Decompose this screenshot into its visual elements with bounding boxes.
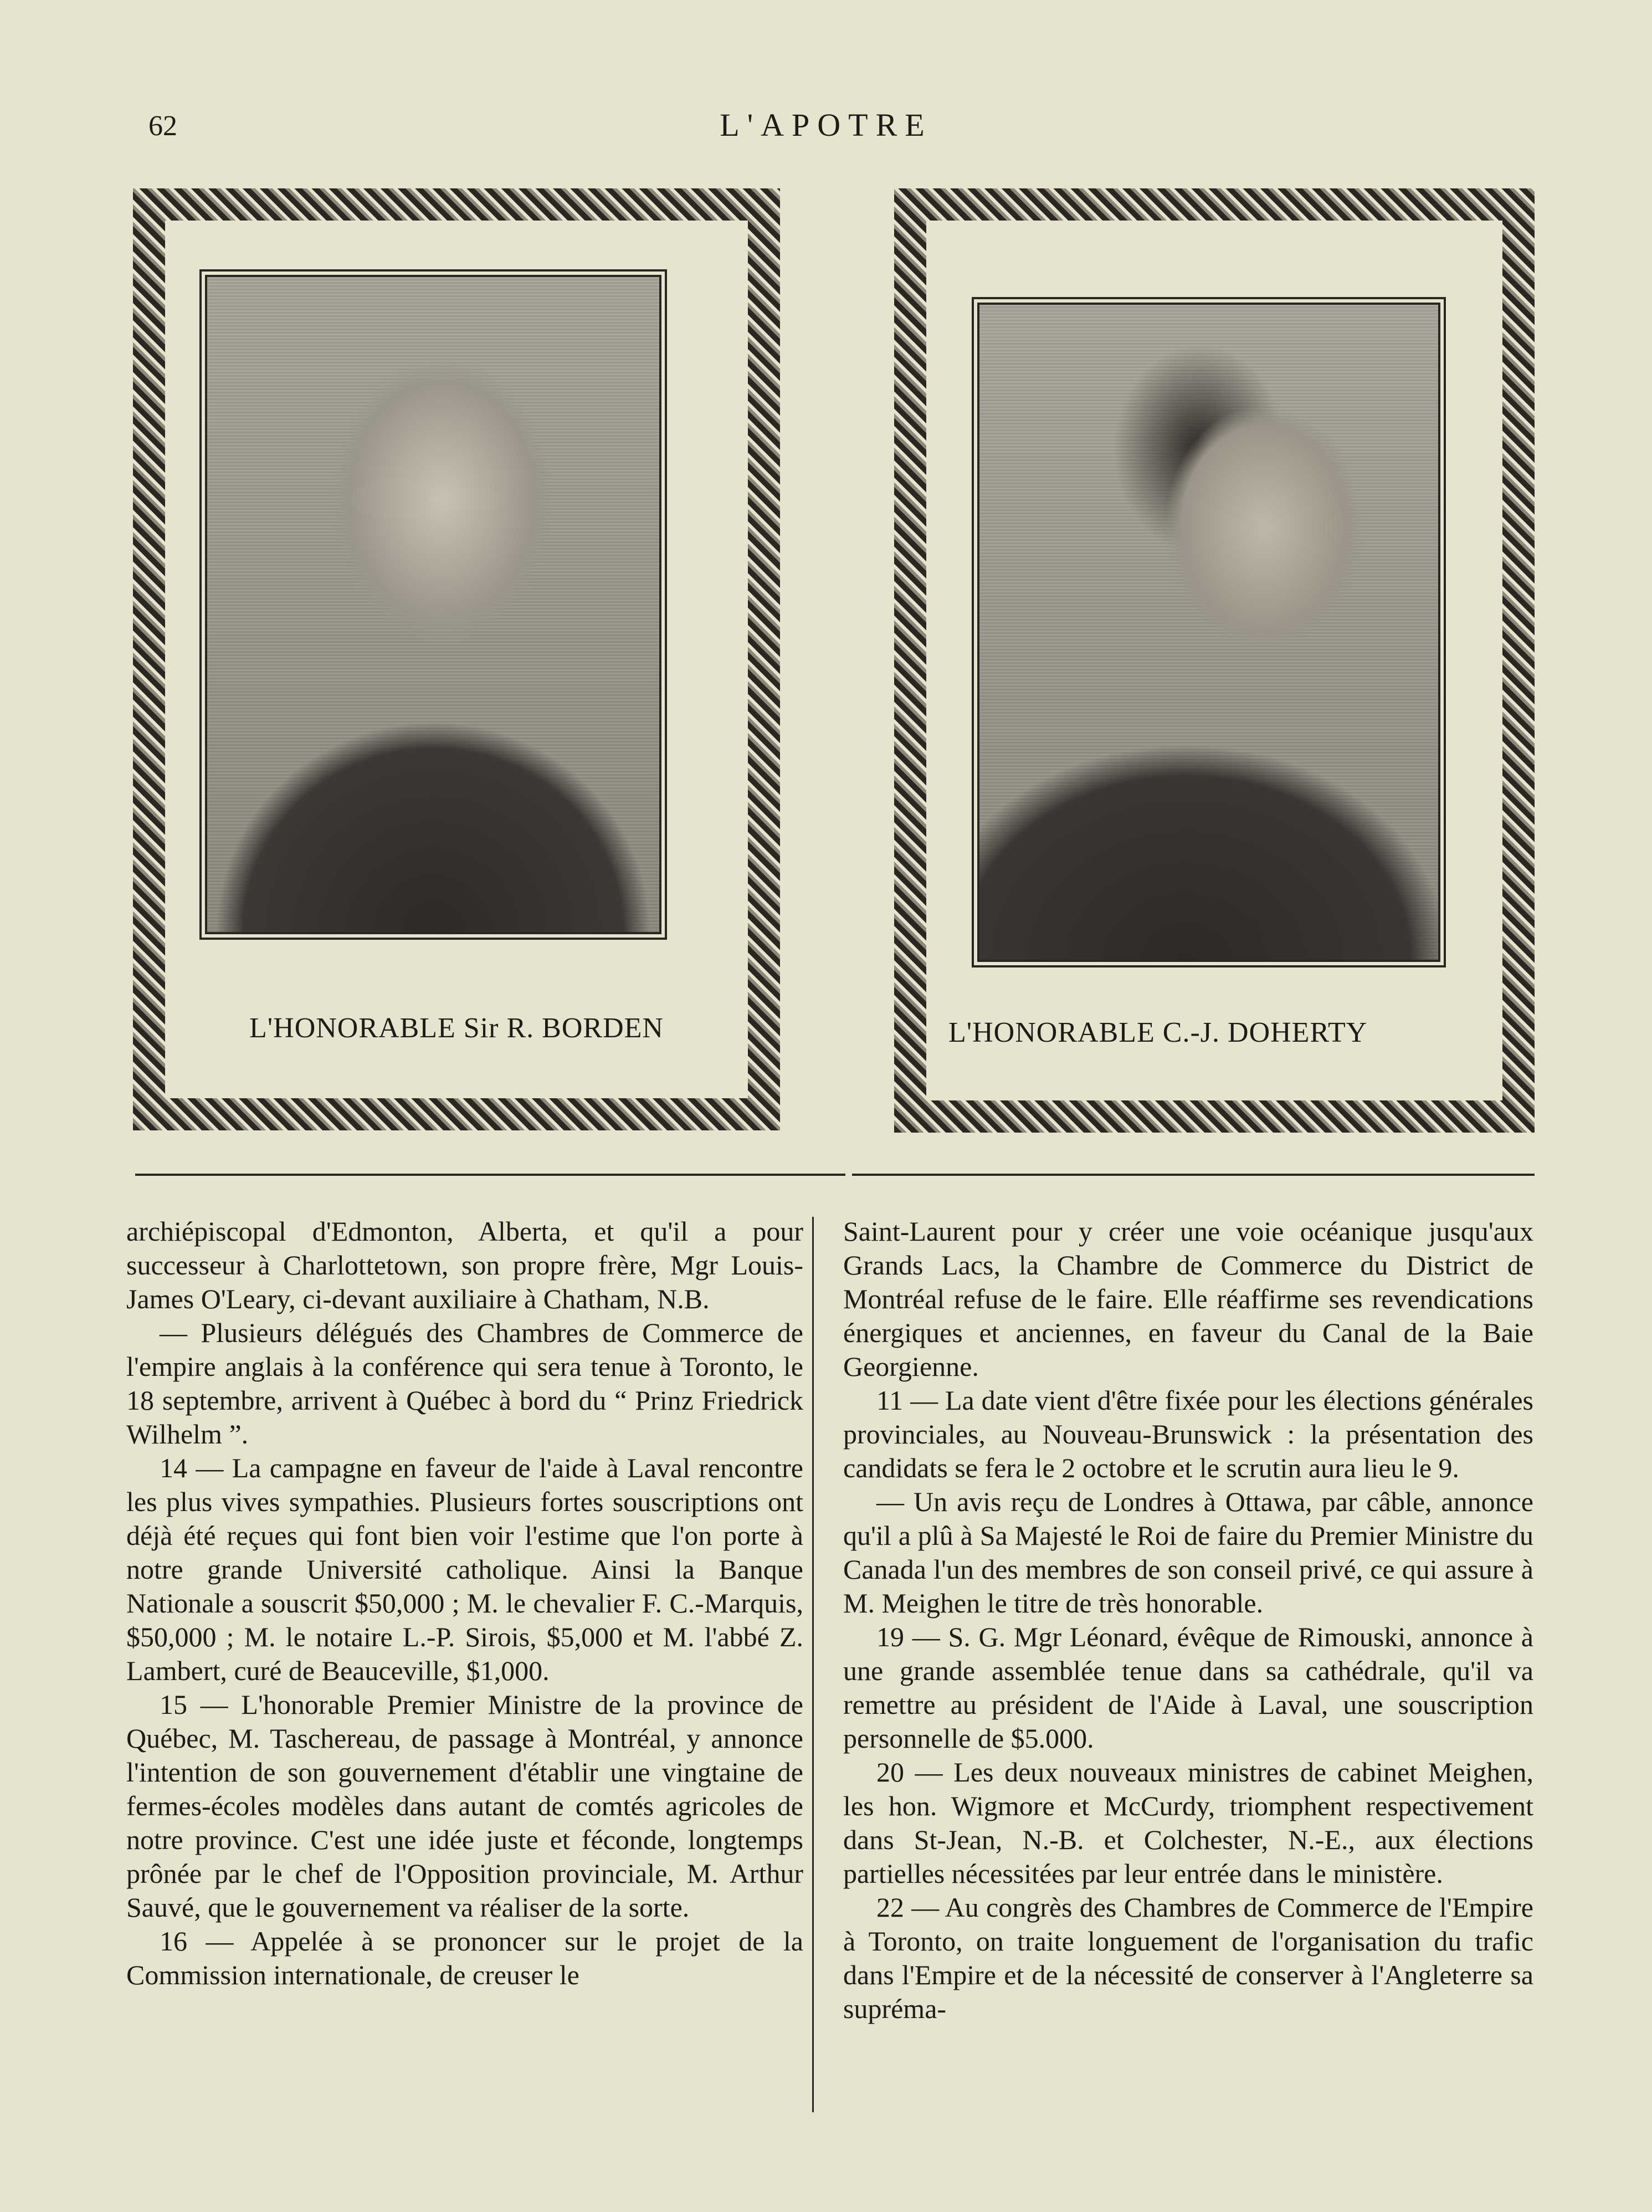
text-column-left <box>126 1215 803 1992</box>
portrait-photo-borden <box>205 275 661 934</box>
portrait-frame-borden <box>133 188 780 1130</box>
paragraph: 19 — S. G. Mgr Léonard, évêque de Rimouski, annonce à une grande assemblée tenue dans sa cathédrale, qu'il va remettre au président de l'Aide à Laval, une souscription personnelle de $5.000. <box>843 1621 1533 1754</box>
portrait-caption-borden: L'HONORABLE Sir R. BORDEN <box>249 1012 664 1044</box>
paragraph: 15 — L'honorable Premier Ministre de la province de Québec, M. Taschereau, de passage à Montréal, y annonce l'intention de son gouvernement d'établir une vingtaine de fermes-écoles modèles dans autant de comtés agricoles de notre province. C'est une idée juste et féconde, longtemps prônée par le chef de l'Opposition provinciale, M. Arthur Sauvé, que le gouvernement va réaliser de la sorte. <box>126 1689 803 1923</box>
paragraph: 11 — La date vient d'être fixée pour les élections générales provinciales, au Nouveau-Brunswick : la présentation des candidats se fera le 2 octobre et le scrutin aura lieu le 9. <box>843 1385 1533 1483</box>
page-number: 62 <box>148 110 177 142</box>
paragraph: archiépiscopal d'Edmonton, Alberta, et qu'il a pour successeur à Charlottetown, son propre frère, Mgr Louis-James O'Leary, ci-devant auxiliaire à Chatham, N.B. <box>126 1216 803 1314</box>
section-rule-right <box>852 1174 1535 1176</box>
paragraph: — Plusieurs délégués des Chambres de Commerce de l'empire anglais à la conférence qui sera tenue à Toronto, le 18 septembre, arrivent à Québec à bord du “ Prinz Friedrick Wilhelm ”. <box>126 1317 803 1450</box>
column-divider <box>812 1217 814 2112</box>
section-rule-left <box>135 1174 845 1176</box>
paragraph: — Un avis reçu de Londres à Ottawa, par câble, annonce qu'il a plû à Sa Majesté le Roi de faire du Premier Ministre du Canada l'un des membres de son conseil privé, ce qui assure à M. Meighen le titre de très honorable. <box>843 1486 1533 1619</box>
paragraph: 20 — Les deux nouveaux ministres de cabinet Meighen, les hon. Wigmore et McCurdy, triomphent respectivement dans St-Jean, N.-B. et Colchester, N.-E., aux élections partielles nécessitées par leur entrée dans le ministère. <box>843 1757 1533 1889</box>
paragraph: 14 — La campagne en faveur de l'aide à Laval rencontre les plus vives sympathies. Plusieurs fortes souscriptions ont déjà été reçues qui font bien voir l'estime que l'on porte à notre grande Université catholique. Ainsi la Banque Nationale a souscrit $50,000 ; M. le chevalier F. C.-Marquis, $50,000 ; M. le notaire L.-P. Sirois, $5,000 et M. l'abbé Z. Lambert, curé de Beauceville, $1,000. <box>126 1452 803 1686</box>
portrait-caption-doherty: L'HONORABLE C.-J. DOHERTY <box>948 1017 1368 1048</box>
running-head: L'APOTRE <box>720 107 932 143</box>
text-column-right <box>843 1215 1533 2026</box>
portrait-photo-doherty <box>977 303 1440 962</box>
paragraph: 16 — Appelée à se prononcer sur le projet de la Commission internationale, de creuser le <box>126 1926 803 1990</box>
paragraph: 22 — Au congrès des Chambres de Commerce de l'Empire à Toronto, on traite longuement de l'organisation du trafic dans l'Empire et de la nécessité de conserver à l'Angleterre sa supréma- <box>843 1892 1533 2024</box>
paragraph: Saint-Laurent pour y créer une voie océanique jusqu'aux Grands Lacs, la Chambre de Commerce du District de Montréal refuse de le faire. Elle réaffirme ses revendications énergiques et anciennes, en faveur du Canal de la Baie Georgienne. <box>843 1216 1533 1382</box>
portrait-frame-doherty <box>894 188 1535 1133</box>
